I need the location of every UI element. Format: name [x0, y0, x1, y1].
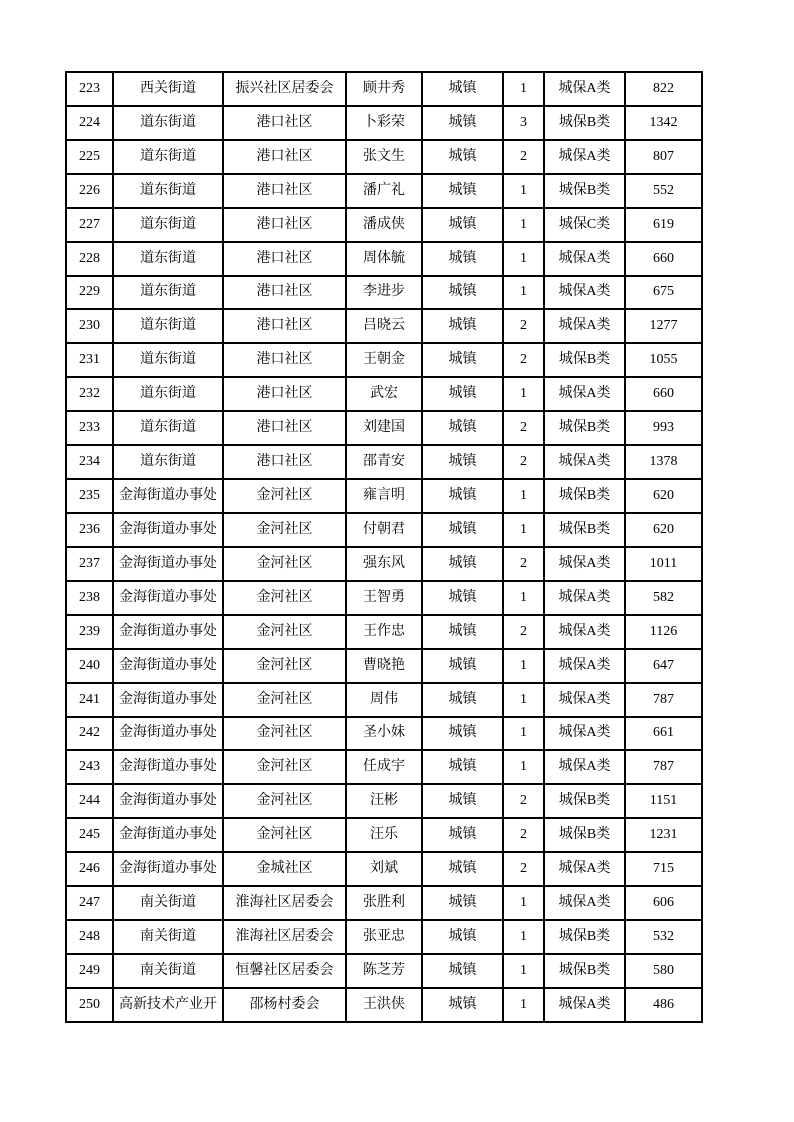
cell-community: 港口社区 — [223, 140, 346, 174]
cell-street: 金海街道办事处 — [113, 649, 223, 683]
cell-category: 城保A类 — [544, 445, 625, 479]
cell-category: 城保B类 — [544, 479, 625, 513]
table-row — [66, 615, 702, 649]
cell-community: 港口社区 — [223, 445, 346, 479]
cell-seq: 242 — [66, 717, 113, 751]
cell-seq: 248 — [66, 920, 113, 954]
table-row — [66, 581, 702, 615]
cell-category: 城保B类 — [544, 954, 625, 988]
cell-street: 南关街道 — [113, 954, 223, 988]
table-row — [66, 140, 702, 174]
cell-seq: 227 — [66, 208, 113, 242]
cell-name: 刘斌 — [346, 852, 422, 886]
cell-category: 城保A类 — [544, 988, 625, 1022]
cell-name: 潘广礼 — [346, 174, 422, 208]
cell-street: 道东街道 — [113, 411, 223, 445]
beneficiary-table — [65, 71, 703, 1023]
table-row — [66, 411, 702, 445]
cell-community: 港口社区 — [223, 377, 346, 411]
table-row — [66, 208, 702, 242]
table-row — [66, 445, 702, 479]
cell-amount: 1378 — [625, 445, 702, 479]
cell-community: 港口社区 — [223, 242, 346, 276]
cell-count: 3 — [503, 106, 544, 140]
cell-residence: 城镇 — [422, 683, 503, 717]
cell-seq: 236 — [66, 513, 113, 547]
cell-count: 1 — [503, 988, 544, 1022]
cell-amount: 715 — [625, 852, 702, 886]
cell-count: 2 — [503, 411, 544, 445]
cell-name: 王洪侠 — [346, 988, 422, 1022]
cell-amount: 822 — [625, 72, 702, 106]
cell-street: 金海街道办事处 — [113, 750, 223, 784]
cell-street: 金海街道办事处 — [113, 479, 223, 513]
cell-amount: 1126 — [625, 615, 702, 649]
cell-count: 2 — [503, 140, 544, 174]
table-row — [66, 784, 702, 818]
cell-seq: 240 — [66, 649, 113, 683]
cell-name: 周体毓 — [346, 242, 422, 276]
table-row — [66, 242, 702, 276]
cell-category: 城保A类 — [544, 377, 625, 411]
cell-category: 城保A类 — [544, 242, 625, 276]
cell-amount: 486 — [625, 988, 702, 1022]
cell-street: 金海街道办事处 — [113, 615, 223, 649]
cell-seq: 247 — [66, 886, 113, 920]
cell-community: 金河社区 — [223, 784, 346, 818]
cell-street: 道东街道 — [113, 445, 223, 479]
cell-name: 任成宇 — [346, 750, 422, 784]
cell-seq: 243 — [66, 750, 113, 784]
cell-count: 1 — [503, 886, 544, 920]
cell-community: 金河社区 — [223, 717, 346, 751]
cell-category: 城保B类 — [544, 920, 625, 954]
cell-count: 1 — [503, 717, 544, 751]
cell-community: 金河社区 — [223, 615, 346, 649]
cell-count: 1 — [503, 174, 544, 208]
cell-category: 城保A类 — [544, 649, 625, 683]
table-row — [66, 818, 702, 852]
table-row — [66, 72, 702, 106]
cell-residence: 城镇 — [422, 886, 503, 920]
cell-street: 道东街道 — [113, 276, 223, 310]
cell-name: 曹晓艳 — [346, 649, 422, 683]
table-row — [66, 377, 702, 411]
cell-community: 金河社区 — [223, 581, 346, 615]
cell-amount: 1055 — [625, 343, 702, 377]
cell-street: 金海街道办事处 — [113, 581, 223, 615]
cell-category: 城保A类 — [544, 547, 625, 581]
cell-seq: 235 — [66, 479, 113, 513]
cell-street: 南关街道 — [113, 920, 223, 954]
cell-residence: 城镇 — [422, 445, 503, 479]
cell-amount: 993 — [625, 411, 702, 445]
cell-name: 卜彩荣 — [346, 106, 422, 140]
cell-residence: 城镇 — [422, 615, 503, 649]
cell-residence: 城镇 — [422, 954, 503, 988]
cell-count: 2 — [503, 445, 544, 479]
cell-seq: 246 — [66, 852, 113, 886]
table-row — [66, 717, 702, 751]
cell-count: 1 — [503, 513, 544, 547]
table-row — [66, 683, 702, 717]
cell-amount: 619 — [625, 208, 702, 242]
cell-name: 刘建国 — [346, 411, 422, 445]
table-row — [66, 852, 702, 886]
cell-count: 2 — [503, 615, 544, 649]
cell-seq: 228 — [66, 242, 113, 276]
cell-category: 城保A类 — [544, 886, 625, 920]
cell-seq: 229 — [66, 276, 113, 310]
cell-count: 1 — [503, 920, 544, 954]
cell-name: 张亚忠 — [346, 920, 422, 954]
cell-category: 城保A类 — [544, 309, 625, 343]
cell-seq: 244 — [66, 784, 113, 818]
table-row — [66, 547, 702, 581]
cell-residence: 城镇 — [422, 717, 503, 751]
cell-residence: 城镇 — [422, 750, 503, 784]
cell-street: 金海街道办事处 — [113, 547, 223, 581]
cell-residence: 城镇 — [422, 411, 503, 445]
cell-street: 道东街道 — [113, 140, 223, 174]
cell-street: 金海街道办事处 — [113, 683, 223, 717]
cell-name: 张文生 — [346, 140, 422, 174]
cell-name: 邵青安 — [346, 445, 422, 479]
cell-street: 道东街道 — [113, 208, 223, 242]
table-row — [66, 343, 702, 377]
cell-community: 港口社区 — [223, 174, 346, 208]
cell-community: 港口社区 — [223, 106, 346, 140]
cell-street: 道东街道 — [113, 242, 223, 276]
table-body — [66, 72, 702, 1022]
cell-seq: 237 — [66, 547, 113, 581]
cell-seq: 224 — [66, 106, 113, 140]
cell-amount: 1277 — [625, 309, 702, 343]
cell-amount: 582 — [625, 581, 702, 615]
cell-community: 淮海社区居委会 — [223, 920, 346, 954]
cell-amount: 787 — [625, 683, 702, 717]
cell-community: 金河社区 — [223, 750, 346, 784]
cell-community: 邵杨村委会 — [223, 988, 346, 1022]
cell-community: 港口社区 — [223, 208, 346, 242]
cell-residence: 城镇 — [422, 513, 503, 547]
cell-community: 港口社区 — [223, 411, 346, 445]
cell-amount: 807 — [625, 140, 702, 174]
table-row — [66, 886, 702, 920]
table-row — [66, 954, 702, 988]
cell-residence: 城镇 — [422, 106, 503, 140]
cell-street: 金海街道办事处 — [113, 818, 223, 852]
cell-category: 城保A类 — [544, 717, 625, 751]
cell-category: 城保B类 — [544, 784, 625, 818]
cell-name: 武宏 — [346, 377, 422, 411]
cell-count: 1 — [503, 683, 544, 717]
cell-residence: 城镇 — [422, 174, 503, 208]
table-row — [66, 649, 702, 683]
cell-amount: 660 — [625, 377, 702, 411]
cell-community: 金河社区 — [223, 683, 346, 717]
cell-seq: 231 — [66, 343, 113, 377]
cell-amount: 1231 — [625, 818, 702, 852]
cell-count: 2 — [503, 309, 544, 343]
cell-amount: 620 — [625, 513, 702, 547]
cell-amount: 606 — [625, 886, 702, 920]
cell-count: 1 — [503, 377, 544, 411]
cell-name: 陈芝芳 — [346, 954, 422, 988]
cell-category: 城保C类 — [544, 208, 625, 242]
cell-community: 恒馨社区居委会 — [223, 954, 346, 988]
cell-amount: 552 — [625, 174, 702, 208]
cell-residence: 城镇 — [422, 276, 503, 310]
cell-residence: 城镇 — [422, 852, 503, 886]
table-row — [66, 276, 702, 310]
cell-amount: 661 — [625, 717, 702, 751]
cell-name: 张胜利 — [346, 886, 422, 920]
cell-count: 2 — [503, 547, 544, 581]
cell-count: 2 — [503, 852, 544, 886]
table-row — [66, 988, 702, 1022]
cell-community: 港口社区 — [223, 276, 346, 310]
cell-name: 汪彬 — [346, 784, 422, 818]
cell-count: 1 — [503, 208, 544, 242]
cell-name: 王朝金 — [346, 343, 422, 377]
cell-community: 金河社区 — [223, 649, 346, 683]
cell-seq: 238 — [66, 581, 113, 615]
cell-residence: 城镇 — [422, 377, 503, 411]
cell-residence: 城镇 — [422, 242, 503, 276]
cell-name: 圣小妹 — [346, 717, 422, 751]
cell-amount: 1342 — [625, 106, 702, 140]
cell-street: 金海街道办事处 — [113, 717, 223, 751]
table-row — [66, 106, 702, 140]
cell-community: 港口社区 — [223, 343, 346, 377]
cell-category: 城保B类 — [544, 174, 625, 208]
cell-count: 1 — [503, 72, 544, 106]
cell-street: 金海街道办事处 — [113, 513, 223, 547]
cell-category: 城保A类 — [544, 615, 625, 649]
cell-amount: 1011 — [625, 547, 702, 581]
cell-residence: 城镇 — [422, 649, 503, 683]
cell-residence: 城镇 — [422, 547, 503, 581]
cell-count: 1 — [503, 276, 544, 310]
cell-category: 城保A类 — [544, 581, 625, 615]
cell-residence: 城镇 — [422, 581, 503, 615]
cell-amount: 620 — [625, 479, 702, 513]
cell-residence: 城镇 — [422, 309, 503, 343]
cell-name: 潘成侠 — [346, 208, 422, 242]
cell-community: 港口社区 — [223, 309, 346, 343]
cell-category: 城保A类 — [544, 750, 625, 784]
cell-count: 1 — [503, 479, 544, 513]
cell-seq: 245 — [66, 818, 113, 852]
cell-name: 吕晓云 — [346, 309, 422, 343]
cell-name: 周伟 — [346, 683, 422, 717]
cell-seq: 241 — [66, 683, 113, 717]
cell-street: 高新技术产业开 — [113, 988, 223, 1022]
cell-community: 淮海社区居委会 — [223, 886, 346, 920]
cell-street: 道东街道 — [113, 343, 223, 377]
cell-name: 汪乐 — [346, 818, 422, 852]
cell-category: 城保B类 — [544, 513, 625, 547]
cell-street: 道东街道 — [113, 106, 223, 140]
cell-count: 2 — [503, 818, 544, 852]
cell-count: 1 — [503, 242, 544, 276]
cell-residence: 城镇 — [422, 479, 503, 513]
cell-residence: 城镇 — [422, 343, 503, 377]
cell-community: 金河社区 — [223, 513, 346, 547]
cell-seq: 233 — [66, 411, 113, 445]
cell-street: 西关街道 — [113, 72, 223, 106]
cell-category: 城保A类 — [544, 852, 625, 886]
table-row — [66, 513, 702, 547]
table-row — [66, 750, 702, 784]
cell-name: 雍言明 — [346, 479, 422, 513]
cell-category: 城保A类 — [544, 276, 625, 310]
cell-residence: 城镇 — [422, 72, 503, 106]
cell-seq: 239 — [66, 615, 113, 649]
cell-amount: 1151 — [625, 784, 702, 818]
table-row — [66, 479, 702, 513]
cell-category: 城保A类 — [544, 72, 625, 106]
cell-community: 金河社区 — [223, 479, 346, 513]
cell-count: 2 — [503, 343, 544, 377]
cell-street: 道东街道 — [113, 377, 223, 411]
cell-street: 道东街道 — [113, 309, 223, 343]
cell-amount: 580 — [625, 954, 702, 988]
cell-seq: 226 — [66, 174, 113, 208]
cell-street: 南关街道 — [113, 886, 223, 920]
cell-amount: 675 — [625, 276, 702, 310]
cell-count: 1 — [503, 750, 544, 784]
cell-street: 道东街道 — [113, 174, 223, 208]
cell-category: 城保B类 — [544, 411, 625, 445]
table-row — [66, 309, 702, 343]
cell-amount: 647 — [625, 649, 702, 683]
cell-seq: 234 — [66, 445, 113, 479]
table-row — [66, 920, 702, 954]
cell-residence: 城镇 — [422, 818, 503, 852]
cell-residence: 城镇 — [422, 920, 503, 954]
cell-amount: 660 — [625, 242, 702, 276]
cell-category: 城保B类 — [544, 818, 625, 852]
cell-community: 金河社区 — [223, 818, 346, 852]
cell-count: 1 — [503, 581, 544, 615]
cell-name: 李进步 — [346, 276, 422, 310]
cell-seq: 223 — [66, 72, 113, 106]
cell-residence: 城镇 — [422, 140, 503, 174]
cell-seq: 249 — [66, 954, 113, 988]
cell-name: 王作忠 — [346, 615, 422, 649]
cell-name: 强东风 — [346, 547, 422, 581]
cell-community: 振兴社区居委会 — [223, 72, 346, 106]
cell-residence: 城镇 — [422, 784, 503, 818]
cell-category: 城保B类 — [544, 106, 625, 140]
cell-category: 城保A类 — [544, 140, 625, 174]
cell-count: 1 — [503, 954, 544, 988]
cell-street: 金海街道办事处 — [113, 852, 223, 886]
cell-name: 王智勇 — [346, 581, 422, 615]
cell-category: 城保B类 — [544, 343, 625, 377]
cell-seq: 232 — [66, 377, 113, 411]
cell-seq: 225 — [66, 140, 113, 174]
cell-community: 金河社区 — [223, 547, 346, 581]
cell-seq: 230 — [66, 309, 113, 343]
cell-count: 2 — [503, 784, 544, 818]
table-row — [66, 174, 702, 208]
cell-street: 金海街道办事处 — [113, 784, 223, 818]
cell-name: 顾井秀 — [346, 72, 422, 106]
cell-seq: 250 — [66, 988, 113, 1022]
cell-amount: 532 — [625, 920, 702, 954]
cell-amount: 787 — [625, 750, 702, 784]
cell-category: 城保A类 — [544, 683, 625, 717]
cell-residence: 城镇 — [422, 988, 503, 1022]
cell-name: 付朝君 — [346, 513, 422, 547]
cell-community: 金城社区 — [223, 852, 346, 886]
cell-residence: 城镇 — [422, 208, 503, 242]
cell-count: 1 — [503, 649, 544, 683]
